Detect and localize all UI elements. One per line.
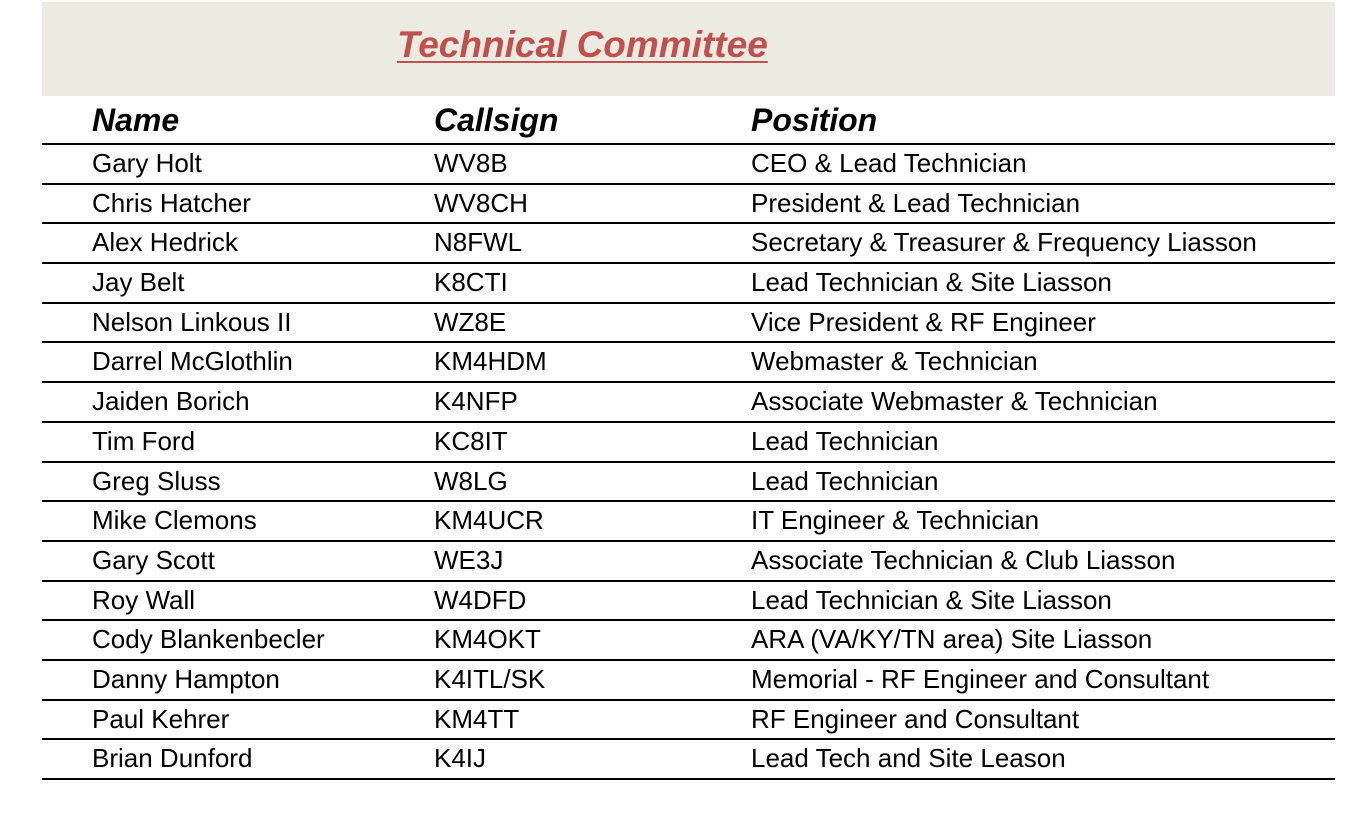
member-name: Chris Hatcher xyxy=(92,187,251,218)
member-name: Jaiden Borich xyxy=(92,386,250,417)
member-callsign: WV8B xyxy=(434,148,508,178)
table-row xyxy=(42,264,1335,304)
member-callsign: N8FWL xyxy=(434,227,523,258)
member-callsign: WE3J xyxy=(434,544,504,575)
member-name: Greg Sluss xyxy=(92,465,221,496)
member-callsign: K4ITL/SK xyxy=(434,663,546,694)
committee-table xyxy=(42,96,1335,780)
table-row xyxy=(42,145,1335,185)
member-position: Secretary & Treasurer & Frequency Liasson xyxy=(751,227,1257,258)
member-position: Associate Webmaster & Technician xyxy=(751,386,1158,417)
member-callsign: K4NFP xyxy=(434,386,518,417)
member-name: Danny Hampton xyxy=(92,663,280,694)
table-row xyxy=(42,740,1335,780)
member-callsign: W4DFD xyxy=(434,584,527,615)
header-position: Position xyxy=(751,102,878,138)
member-position: Vice President & RF Engineer xyxy=(751,306,1096,337)
table-row xyxy=(42,304,1335,344)
member-position: Lead Technician & Site Liasson xyxy=(751,584,1112,615)
member-name: Gary Scott xyxy=(92,544,215,575)
member-position: President & Lead Technician xyxy=(751,187,1081,218)
member-position: ARA (VA/KY/TN area) Site Liasson xyxy=(751,624,1153,655)
member-callsign: K4IJ xyxy=(434,743,487,774)
member-position: Lead Tech and Site Leason xyxy=(751,743,1066,774)
member-callsign: W8LG xyxy=(434,465,508,496)
member-position: RF Engineer and Consultant xyxy=(751,703,1080,734)
member-position: Lead Technician & Site Liasson xyxy=(751,267,1112,298)
member-callsign: KM4UCR xyxy=(434,505,544,536)
member-position: Webmaster & Technician xyxy=(751,346,1038,377)
member-name: Jay Belt xyxy=(92,267,185,298)
member-position: Associate Technician & Club Liasson xyxy=(751,544,1176,575)
table-row xyxy=(42,621,1335,661)
member-position: Memorial - RF Engineer and Consultant xyxy=(751,663,1210,694)
member-name: Tim Ford xyxy=(92,425,196,456)
table-row xyxy=(42,701,1335,741)
member-name: Brian Dunford xyxy=(92,743,253,774)
member-callsign: KM4OKT xyxy=(434,624,541,655)
header-name: Name xyxy=(92,102,180,138)
member-name: Alex Hedrick xyxy=(92,227,238,258)
member-name: Gary Holt xyxy=(92,148,202,178)
member-name: Cody Blankenbecler xyxy=(92,624,325,655)
table-row xyxy=(42,383,1335,423)
member-callsign: K8CTI xyxy=(434,267,508,298)
member-callsign: WZ8E xyxy=(434,306,507,337)
header-callsign: Callsign xyxy=(434,102,559,138)
member-position: Lead Technician xyxy=(751,465,939,496)
member-callsign: KM4TT xyxy=(434,703,520,734)
table-row xyxy=(42,582,1335,622)
table-row xyxy=(42,542,1335,582)
table-row xyxy=(42,224,1335,264)
table-row xyxy=(42,463,1335,503)
member-name: Roy Wall xyxy=(92,584,196,615)
member-name: Paul Kehrer xyxy=(92,703,230,734)
table-row xyxy=(42,185,1335,225)
table-header-row xyxy=(42,96,1335,145)
member-callsign: KC8IT xyxy=(434,425,508,456)
table-row xyxy=(42,661,1335,701)
member-position: Lead Technician xyxy=(751,425,939,456)
table-row xyxy=(42,343,1335,383)
table-row xyxy=(42,502,1335,542)
member-callsign: WV8CH xyxy=(434,187,528,218)
table-row xyxy=(42,423,1335,463)
member-name: Darrel McGlothlin xyxy=(92,346,293,377)
page-title: Technical Committee xyxy=(397,24,768,65)
member-name: Mike Clemons xyxy=(92,505,257,536)
member-name: Nelson Linkous II xyxy=(92,306,292,337)
member-position: CEO & Lead Technician xyxy=(751,148,1027,178)
member-position: IT Engineer & Technician xyxy=(751,505,1040,536)
member-callsign: KM4HDM xyxy=(434,346,547,377)
